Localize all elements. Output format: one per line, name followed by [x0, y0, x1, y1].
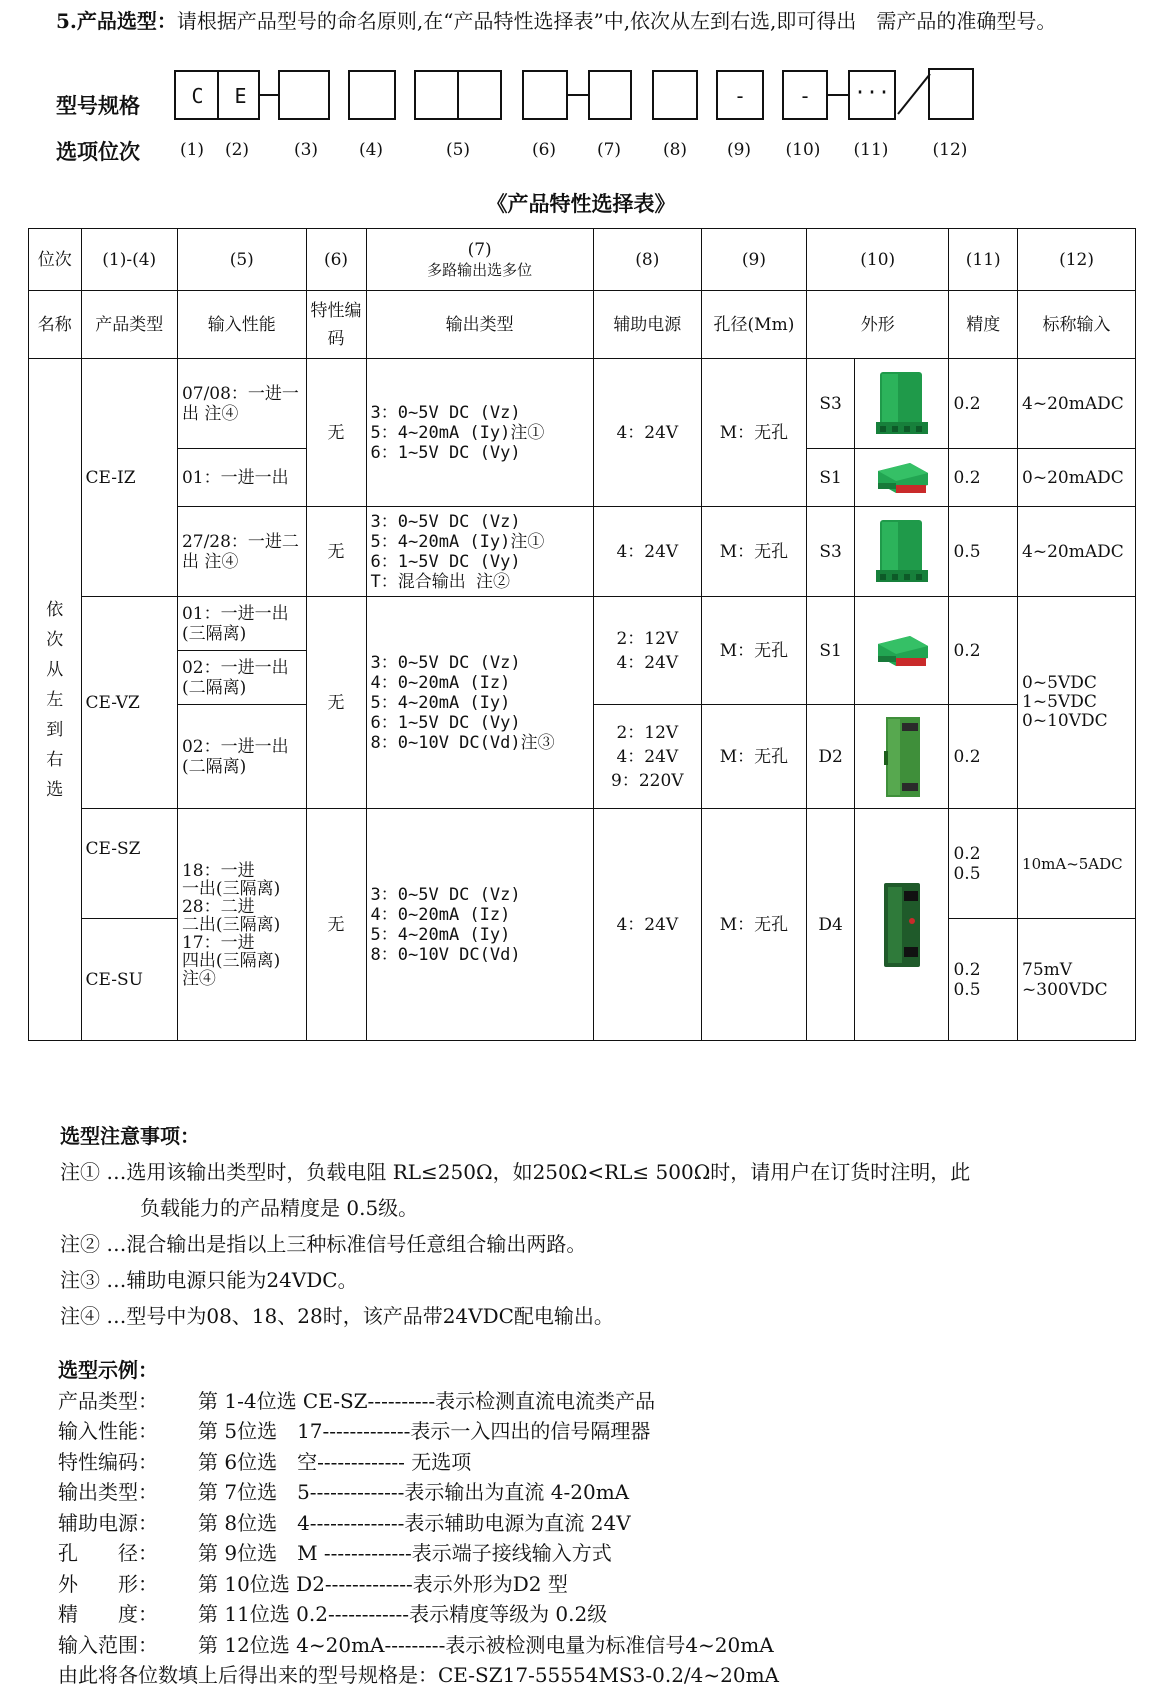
vz-acc-2: 0.2 [949, 705, 1018, 809]
iz-nominal-3: 4~20mADC [1018, 507, 1136, 597]
example-text: 第 10位选 D2-------------表示外形为D2 型 [198, 1571, 568, 1596]
iz-nominal-1: 4~20mADC [1018, 359, 1136, 449]
pos-4: (4) [358, 140, 384, 160]
box-divider [457, 72, 459, 118]
pos-1: (1) [179, 140, 205, 160]
example-result: 由此将各位数填上后得出来的型号规格是：CE-SZ17-55554MS3-0.2/4~20mA [58, 1663, 780, 1687]
table-title: 《产品特性选择表》 [486, 191, 676, 216]
example-text: 第 5位选 17-------------表示一入四出的信号隔理器 [198, 1419, 651, 1443]
intro-heading: 5.产品选型： [56, 9, 177, 33]
module-s3-image [870, 514, 934, 590]
iz-acc-2: 0.2 [949, 449, 1018, 507]
table-row [29, 809, 1136, 919]
model-box-5 [414, 70, 502, 120]
example-row [58, 1416, 1138, 1447]
pos-7: (7) [596, 140, 622, 160]
table-row [29, 359, 1136, 449]
pos-11: (11) [853, 140, 889, 160]
nominal-line: 75mV [1022, 959, 1073, 980]
power-line: 4：24V [616, 746, 679, 767]
example-row [58, 1630, 1138, 1661]
iz-output-1 [366, 359, 593, 507]
sz-power: 4：24V [593, 809, 701, 1041]
acc-line: 0.2 [953, 843, 981, 864]
nominal-line: ~300VDC [1022, 979, 1108, 1000]
iz-input-3: 27/28：一进二出 注④ [177, 507, 306, 597]
example-label: 孔 径： [58, 1541, 158, 1565]
acc-line: 0.2 [953, 959, 981, 980]
iz-hole-2: M：无孔 [701, 507, 806, 597]
iz-input-2: 01：一进一出 [177, 449, 306, 507]
sz-hole: M：无孔 [701, 809, 806, 1041]
model-dots-11: ··· [853, 80, 891, 104]
vz-shape-2: D2 [806, 705, 854, 809]
type-ce-sz: CE-SZ [81, 809, 177, 919]
output-line: T：混合输出 注② [370, 571, 511, 592]
hdr-pos-1-4: (1)-(4) [81, 229, 177, 291]
iz-hole-1: M：无孔 [701, 359, 806, 507]
hdr-pos-10: (10) [806, 229, 949, 291]
hdr-hole: 孔径(Mm) [701, 291, 806, 359]
output-line: 5：4~20mA (Iy) [370, 692, 511, 713]
hdr-pos-5: (5) [177, 229, 306, 291]
iz-acc-1: 0.2 [949, 359, 1018, 449]
input-line: 二出(三隔离) [181, 914, 281, 935]
vz-hole-1: M：无孔 [701, 597, 806, 705]
hdr-pos: 位次 [29, 229, 82, 291]
vz-power-1 [593, 597, 701, 705]
acc-line: 0.5 [953, 979, 981, 1000]
module-s3-image [870, 366, 934, 442]
note-3: 注③ …辅助电源只能为24VDC。 [60, 1268, 358, 1292]
type-ce-iz: CE-IZ [81, 359, 177, 597]
example-label: 产品类型： [58, 1388, 158, 1413]
note-2: 注② …混合输出是指以上三种标准信号任意组合输出两路。 [60, 1232, 587, 1256]
example-row [58, 1569, 1138, 1600]
iz-image-2 [855, 449, 949, 507]
side-label: 依次从左到右选 [29, 359, 82, 1041]
output-line: 4：0~20mA (Iz) [370, 904, 511, 925]
model-box-9 [716, 70, 764, 120]
note-1: 注① …选用该输出类型时，负载电阻 RL≤250Ω，如250Ω<RL≤ 500Ω时，请用户在订货时注明，此 [60, 1160, 971, 1184]
iz-shape-1: S3 [806, 359, 854, 449]
output-line: 3：0~5V DC (Vz) [370, 511, 521, 532]
model-box-10 [782, 70, 828, 120]
input-line: 注④ [181, 968, 216, 989]
vz-output [366, 597, 593, 809]
sz-input [177, 809, 306, 1041]
sz-shape: D4 [806, 809, 854, 1041]
iz-image-1 [855, 359, 949, 449]
example-text: 第 11位选 0.2------------表示精度等级为 0.2级 [198, 1602, 608, 1626]
example-text: 第 7位选 5--------------表示输出为直流 4-20mA [198, 1480, 630, 1504]
example-label: 输出类型： [58, 1480, 158, 1504]
hdr-pos-7-num: (7) [467, 239, 492, 260]
vz-image-1 [855, 597, 949, 705]
type-ce-su: CE-SU [81, 919, 177, 1041]
output-line: 5：4~20mA (Iy) [370, 924, 511, 945]
intro-text: 请根据产品型号的命名原则,在“产品特性选择表”中,依次从左到右选,即可得出 需产品的准确型号。 [176, 9, 1057, 33]
iz-power-1: 4：24V [593, 359, 701, 507]
model-dash-9: - [733, 84, 747, 108]
hdr-input: 输入性能 [177, 291, 306, 359]
module-s1-image [870, 626, 934, 676]
example-text: 第 12位选 4~20mA---------表示被检测电量为标准信号4~20mA [198, 1632, 774, 1657]
output-line: 8：0~10V DC(Vd) [370, 944, 521, 965]
hdr-power: 辅助电源 [593, 291, 701, 359]
power-line: 9：220V [611, 770, 684, 791]
su-acc [949, 919, 1018, 1041]
model-dash-10: - [798, 84, 812, 108]
nominal-line: 0~5VDC [1022, 673, 1097, 693]
hdr-pos-8: (8) [593, 229, 701, 291]
sz-nominal: 10mA~5ADC [1018, 809, 1136, 919]
iz-code-2: 无 [306, 507, 366, 597]
output-line: 6：1~5V DC (Vy) [370, 551, 521, 572]
module-s1-image [870, 455, 934, 501]
example-row [58, 1599, 1138, 1630]
connector [826, 94, 850, 96]
iz-output-2 [366, 507, 593, 597]
input-line: 28：二进 [181, 896, 255, 917]
table-row [29, 597, 1136, 651]
iz-code-1: 无 [306, 359, 366, 507]
model-box-3 [278, 70, 330, 120]
example-row [58, 1447, 1138, 1478]
example-label: 辅助电源： [58, 1510, 158, 1535]
model-box-1-2 [174, 70, 260, 120]
example-label: 特性编码： [58, 1449, 158, 1474]
nominal-line: 0~10VDC [1022, 711, 1108, 731]
note-4: 注④ …型号中为08、18、28时，该产品带24VDC配电输出。 [60, 1304, 614, 1328]
power-line: 2：12V [616, 722, 679, 743]
iz-acc-3: 0.5 [949, 507, 1018, 597]
input-line: 17：一进 [181, 932, 255, 953]
model-box-8 [652, 70, 698, 120]
hdr-pos-7-note: 多路输出选多位 [427, 260, 533, 279]
hdr-shape: 外形 [806, 291, 949, 359]
pos-3: (3) [293, 140, 319, 160]
notes-heading: 选型注意事项： [60, 1124, 200, 1148]
pos-10: (10) [785, 140, 821, 160]
example-row [58, 1477, 1138, 1508]
example-heading: 选型示例： [58, 1358, 158, 1382]
input-line: 四出(三隔离) [181, 950, 281, 971]
pos-2: (2) [224, 140, 250, 160]
power-line: 4：24V [616, 652, 679, 673]
vz-input-2: 02：一进一出(二隔离) [177, 651, 306, 705]
output-line: 5：4~20mA (Iy)注① [370, 422, 545, 443]
example-row [58, 1508, 1138, 1539]
model-char-c: C [191, 84, 204, 108]
vz-code: 无 [306, 597, 366, 809]
pos-12: (12) [932, 140, 968, 160]
output-line: 5：4~20mA (Iy)注① [370, 531, 545, 552]
hdr-code: 特性编码 [306, 291, 366, 359]
hdr-nominal: 标称输入 [1018, 291, 1136, 359]
connector [258, 94, 278, 96]
output-line: 4：0~20mA (Iz) [370, 672, 511, 693]
vz-hole-2: M：无孔 [701, 705, 806, 809]
hdr-pos-11: (11) [949, 229, 1018, 291]
position-label: 选项位次 [56, 139, 140, 164]
sz-image [855, 809, 949, 1041]
module-d4-image [870, 877, 934, 973]
output-line: 6：1~5V DC (Vy) [370, 712, 521, 733]
table-row [29, 507, 1136, 597]
output-line: 3：0~5V DC (Vz) [370, 884, 521, 905]
pos-6: (6) [531, 140, 557, 160]
module-d2-image [870, 711, 934, 803]
vz-shape-1: S1 [806, 597, 854, 705]
iz-nominal-2: 0~20mADC [1018, 449, 1136, 507]
example-label: 输入性能： [58, 1419, 158, 1443]
model-box-6 [522, 70, 568, 120]
hdr-pos-9: (9) [701, 229, 806, 291]
name-header-row [29, 291, 1136, 359]
iz-shape-3: S3 [806, 507, 854, 597]
model-box-12 [928, 68, 974, 120]
sz-output [366, 809, 593, 1041]
hdr-accuracy: 精度 [949, 291, 1018, 359]
iz-input-1: 07/08：一进一出 注④ [177, 359, 306, 449]
pos-5: (5) [445, 140, 471, 160]
hdr-pos-12: (12) [1018, 229, 1136, 291]
hdr-product-type: 产品类型 [81, 291, 177, 359]
selection-example [58, 1355, 1138, 1691]
position-header-row [29, 229, 1136, 291]
power-line: 2：12V [616, 628, 679, 649]
model-box-7 [588, 70, 632, 120]
vz-power-2 [593, 705, 701, 809]
connector [566, 94, 590, 96]
selection-notes [60, 1118, 1140, 1334]
example-text: 第 1-4位选 CE-SZ----------表示检测直流电流类产品 [198, 1388, 656, 1413]
intro-paragraph [56, 6, 1136, 36]
example-text: 第 6位选 空------------- 无选项 [198, 1449, 472, 1474]
example-text: 第 8位选 4--------------表示辅助电源为直流 24V [198, 1510, 631, 1535]
vz-nominal [1018, 597, 1136, 809]
model-char-e: E [234, 84, 247, 108]
example-label: 精 度： [58, 1602, 158, 1626]
vz-image-2 [855, 705, 949, 809]
example-label: 输入范围： [58, 1632, 158, 1657]
acc-line: 0.5 [953, 863, 981, 884]
su-nominal [1018, 919, 1136, 1041]
vz-input-1: 01：一进一出(三隔离) [177, 597, 306, 651]
selection-table [28, 228, 1136, 1041]
output-line: 6：1~5V DC (Vy) [370, 442, 521, 463]
nominal-line: 1~5VDC [1022, 692, 1097, 712]
sz-code: 无 [306, 809, 366, 1041]
pos-8: (8) [662, 140, 688, 160]
input-line: 18：一进 [181, 860, 255, 881]
hdr-pos-7 [366, 229, 593, 291]
hdr-pos-6: (6) [306, 229, 366, 291]
example-label: 外 形： [58, 1571, 158, 1596]
input-line: 一出(三隔离) [181, 878, 281, 899]
type-ce-vz: CE-VZ [81, 597, 177, 809]
pos-9: (9) [726, 140, 752, 160]
vz-acc-1: 0.2 [949, 597, 1018, 705]
example-row [58, 1386, 1138, 1417]
vz-input-3: 02：一进一出(二隔离) [177, 705, 306, 809]
example-text: 第 9位选 M -------------表示端子接线输入方式 [198, 1541, 612, 1565]
output-line: 3：0~5V DC (Vz) [370, 402, 521, 423]
model-box-11 [848, 70, 896, 120]
output-line: 3：0~5V DC (Vz) [370, 652, 521, 673]
hdr-name: 名称 [29, 291, 82, 359]
example-row [58, 1538, 1138, 1569]
iz-shape-2: S1 [806, 449, 854, 507]
hdr-output: 输出类型 [366, 291, 593, 359]
iz-image-3 [855, 507, 949, 597]
note-1-cont: 负载能力的产品精度是 0.5级。 [140, 1196, 419, 1220]
model-label: 型号规格 [56, 93, 140, 118]
output-line: 8：0~10V DC(Vd)注③ [370, 732, 555, 753]
iz-power-2: 4：24V [593, 507, 701, 597]
model-box-4 [348, 70, 396, 120]
sz-acc [949, 809, 1018, 919]
